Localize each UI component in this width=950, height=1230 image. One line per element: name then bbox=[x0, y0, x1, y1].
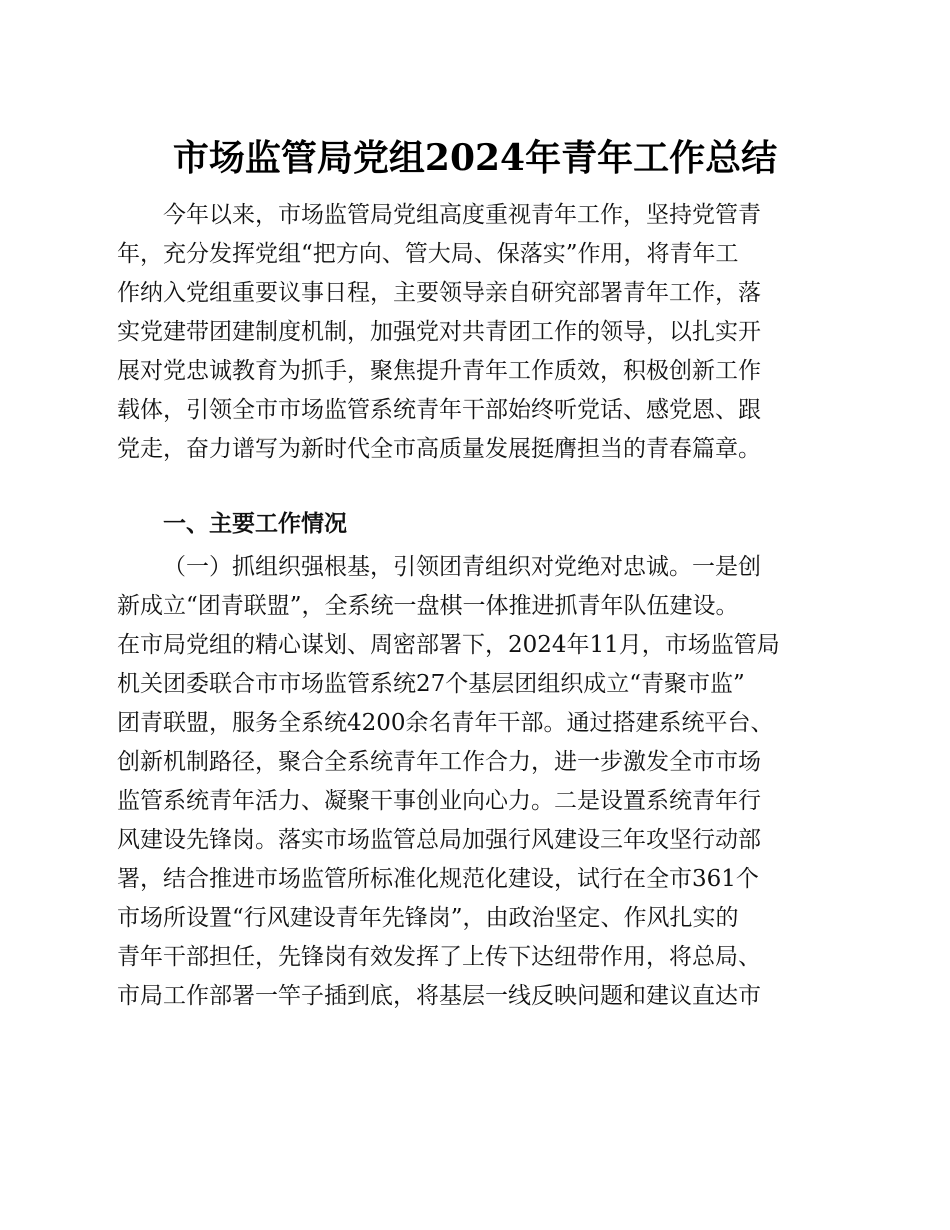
text-line: 市场所设置“行风建设青年先锋岗”，由政治坚定、作风扎实的 bbox=[117, 905, 739, 931]
text-line: 在市局党组的精心谋划、周密部署下，2024年11月，市场监管局 bbox=[117, 632, 780, 658]
text-line: 署，结合推进市场监管所标准化规范化建设，试行在全市361个 bbox=[117, 866, 759, 892]
text-line: 新成立“团青联盟”，全系统一盘棋一体推进抓青年队伍建设。 bbox=[117, 593, 739, 619]
text-line: 团青联盟，服务全系统4200余名青年干部。通过搭建系统平台、 bbox=[117, 710, 774, 736]
document-title: 市场监管局党组2024年青年工作总结 bbox=[172, 137, 778, 179]
text-line: 载体，引领全市市场监管系统青年干部始终听党话、感党恩、跟 bbox=[117, 397, 761, 423]
text-line: 今年以来，市场监管局党组高度重视青年工作，坚持党管青 bbox=[163, 202, 761, 228]
text-line: 市局工作部署一竿子插到底，将基层一线反映问题和建议直达市 bbox=[117, 983, 761, 1009]
text-line: 年，充分发挥党组“把方向、管大局、保落实”作用，将青年工 bbox=[117, 241, 739, 267]
text-line: 创新机制路径，聚合全系统青年工作合力，进一步激发全市市场 bbox=[117, 749, 761, 775]
text-line: 实党建带团建制度机制，加强党对共青团工作的领导，以扎实开 bbox=[117, 319, 761, 345]
text-line: 作纳入党组重要议事日程，主要领导亲自研究部署青年工作，落 bbox=[117, 280, 761, 306]
section-paragraph bbox=[117, 548, 833, 1016]
text-line: 监管系统青年活力、凝聚干事创业向心力。二是设置系统青年行 bbox=[117, 788, 761, 814]
intro-paragraph bbox=[117, 196, 833, 469]
intro-text bbox=[117, 196, 833, 469]
section-heading-block bbox=[117, 505, 833, 544]
text-line: 风建设先锋岗。落实市场监管总局加强行风建设三年攻坚行动部 bbox=[117, 827, 761, 853]
section-text bbox=[117, 548, 833, 1016]
text-line: 党走，奋力谱写为新时代全市高质量发展挺膺担当的青春篇章。 bbox=[117, 436, 761, 462]
text-line: 青年干部担任，先锋岗有效发挥了上传下达纽带作用，将总局、 bbox=[117, 944, 761, 970]
text-line: （一）抓组织强根基，引领团青组织对党绝对忠诚。一是创 bbox=[163, 554, 761, 580]
section-heading: 一、主要工作情况 bbox=[163, 511, 347, 537]
text-line: 机关团委联合市市场监管系统27个基层团组织成立“青聚市监” bbox=[117, 671, 745, 697]
text-line: 展对党忠诚教育为抓手，聚焦提升青年工作质效，积极创新工作 bbox=[117, 358, 761, 384]
